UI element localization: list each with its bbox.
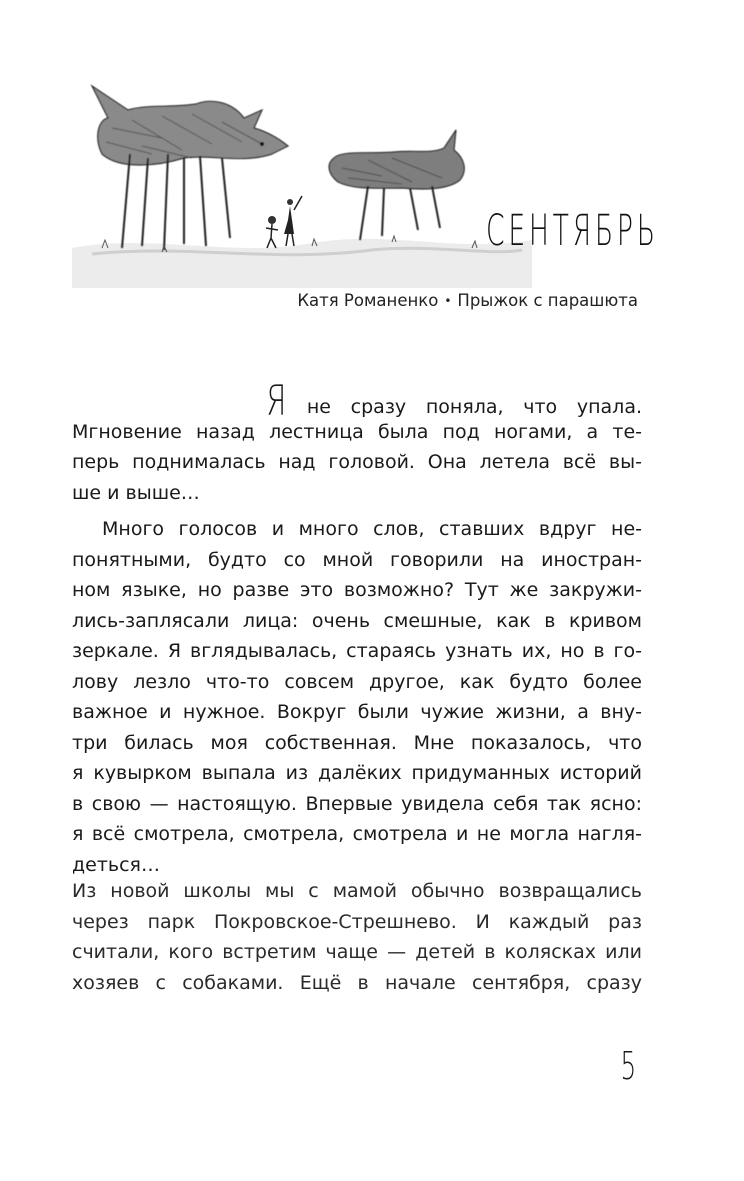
text-line: в свою — настоящую. Впервые увидела себя так ясно: [72,792,642,815]
text-line [72,376,642,425]
chapter-title: СЕНТЯБРЬ [486,206,659,256]
epigraph-paragraph-1 [72,376,642,508]
text-line: через парк Покровское-Стрешнево. И каждый раз [72,910,642,933]
child-figures [266,196,302,248]
drop-cap: Я [266,376,287,425]
text-line: лись-заплясали лица: очень смешные, как в кривом [72,609,642,632]
text-line: ном языке, но разве это возможно? Тут же закружи- [72,579,642,601]
text-line: Из новой школы мы с мамой обычно возвращались [72,880,642,902]
ground-wash [72,239,532,288]
body-paragraph [72,876,642,998]
text-line-content: не сразу поняла, что упала. [306,396,642,418]
book-title: Прыжок с парашюта [457,291,638,310]
text-line: понятными, будто со мной говорили на иностран- [72,548,642,571]
epigraph-paragraph-2 [72,514,642,880]
text-line: ше и выше… [72,481,200,504]
text-line: важное и нужное. Вокруг были чужие жизни, а вну- [72,701,642,723]
text-line: я кувырком выпала из далёких придуманных историй [72,762,642,784]
text-line: я всё смотрела, смотрела, смотрела и не могла нагля- [72,823,642,845]
text-line: Много голосов и много слов, ставших вдруг не- [102,518,642,540]
small-wolf-tree [329,130,464,240]
big-wolf-tree [92,86,288,250]
header-separator: • [444,294,452,308]
text-line: лову лезло что-то совсем другое, как будто более [72,670,642,693]
page-number: 5 [620,1044,636,1088]
text-line: деться… [72,853,160,876]
text-line: Мгновение назад лестница была под ногами, а те- [72,420,642,443]
text-line: считали, кого встретим чаще — детей в колясках или [72,941,642,963]
text-line: зеркале. Я вглядывалась, стараясь узнать их, но в го- [72,640,642,662]
author-name: Катя Романенко [297,291,439,310]
text-line: перь поднималась над головой. Она летела всё вы- [72,451,642,473]
chapter-illustration [72,58,532,288]
running-header [297,291,638,310]
text-line: три билась моя собственная. Мне показалось, что [72,731,642,754]
text-line: хозяев с собаками. Ещё в начале сентября, сразу [72,971,642,994]
